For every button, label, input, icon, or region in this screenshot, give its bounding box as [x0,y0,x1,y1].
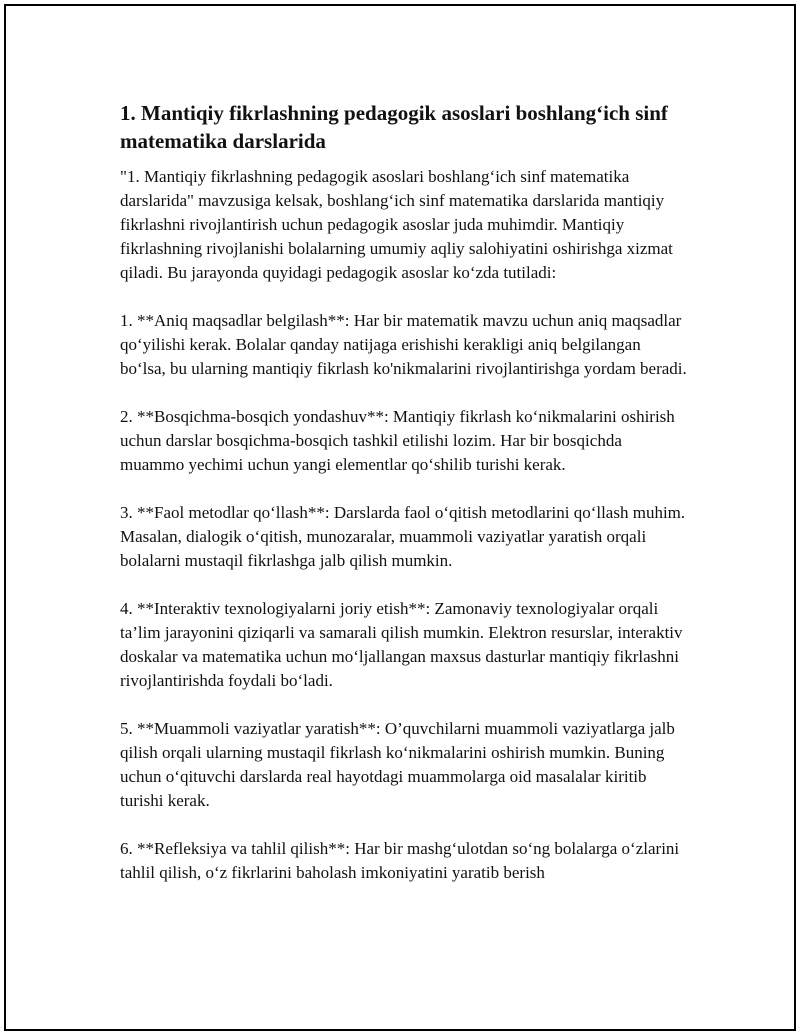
document-page [4,4,796,1031]
paragraph-point-4: 4. **Interaktiv texnologiyalarni joriy etish**: Zamonaviy texnologiyalar orqali ta’lim jarayonini qiziqarli va samarali qilish mumkin. Elektron resurslar, interaktiv doskalar va matematika uchun mo‘ljallangan maxsus dasturlar mantiqiy fikrlashni rivojlantirishda foydali bo‘ladi. [120,599,683,690]
paragraph-point-1: 1. **Aniq maqsadlar belgilash**: Har bir matematik mavzu uchun aniq maqsadlar qo‘yilishi kerak. Bolalar qanday natijaga erishishi kerakligi aniq belgilangan bo‘lsa, bu ularning mantiqiy fikrlash ko'nikmalarini rivojlantirishga yordam beradi. [120,311,687,378]
document-content [120,99,690,909]
paragraph-point-5: 5. **Muammoli vaziyatlar yaratish**: O’quvchilarni muammoli vaziyatlarga jalb qilish orqali ularning mustaqil fikrlash ko‘nikmalarini oshirish mumkin. Buning uchun o‘qituvchi darslarda real hayotdagi muammolarga oid masalalar kiritib turishi kerak. [120,719,675,810]
document-title: 1. Mantiqiy fikrlashning pedagogik asoslari boshlang‘ich sinf matematika darslarida [120,101,668,153]
paragraph-point-6: 6. **Refleksiya va tahlil qilish**: Har bir mashg‘ulotdan so‘ng bolalarga o‘zlarini tahlil qilish, o‘z fikrlarini baholash imkoniyatini yaratib berish [120,839,680,882]
paragraph-point-3: 3. **Faol metodlar qo‘llash**: Darslarda faol o‘qitish metodlarini qo‘llash muhim. Masalan, dialogik o‘qitish, munozaralar, muammoli vaziyatlar yaratish orqali bolalarni mustaqil fikrlashga jalb qilish mumkin. [120,503,686,570]
intro-paragraph: "1. Mantiqiy fikrlashning pedagogik asoslari boshlang‘ich sinf matematika darslarida" mavzusiga kelsak, boshlang‘ich sinf matematika darslarida mantiqiy fikrlashni rivojlantirish uchun pedagogik asoslar juda muhimdir. Mantiqiy fikrlashning rivojlanishi bolalarning umumiy aqliy salohiyatini oshirishga xizmat qiladi. Bu jarayonda quyidagi pedagogik asoslar ko‘zda tutiladi: [120,167,673,282]
paragraph-point-2: 2. **Bosqichma-bosqich yondashuv**: Mantiqiy fikrlash ko‘nikmalarini oshirish uchun darslar bosqichma-bosqich tashkil etilishi lozim. Har bir bosqichda muammo yechimi uchun yangi elementlar qo‘shilib turishi kerak. [120,407,675,474]
